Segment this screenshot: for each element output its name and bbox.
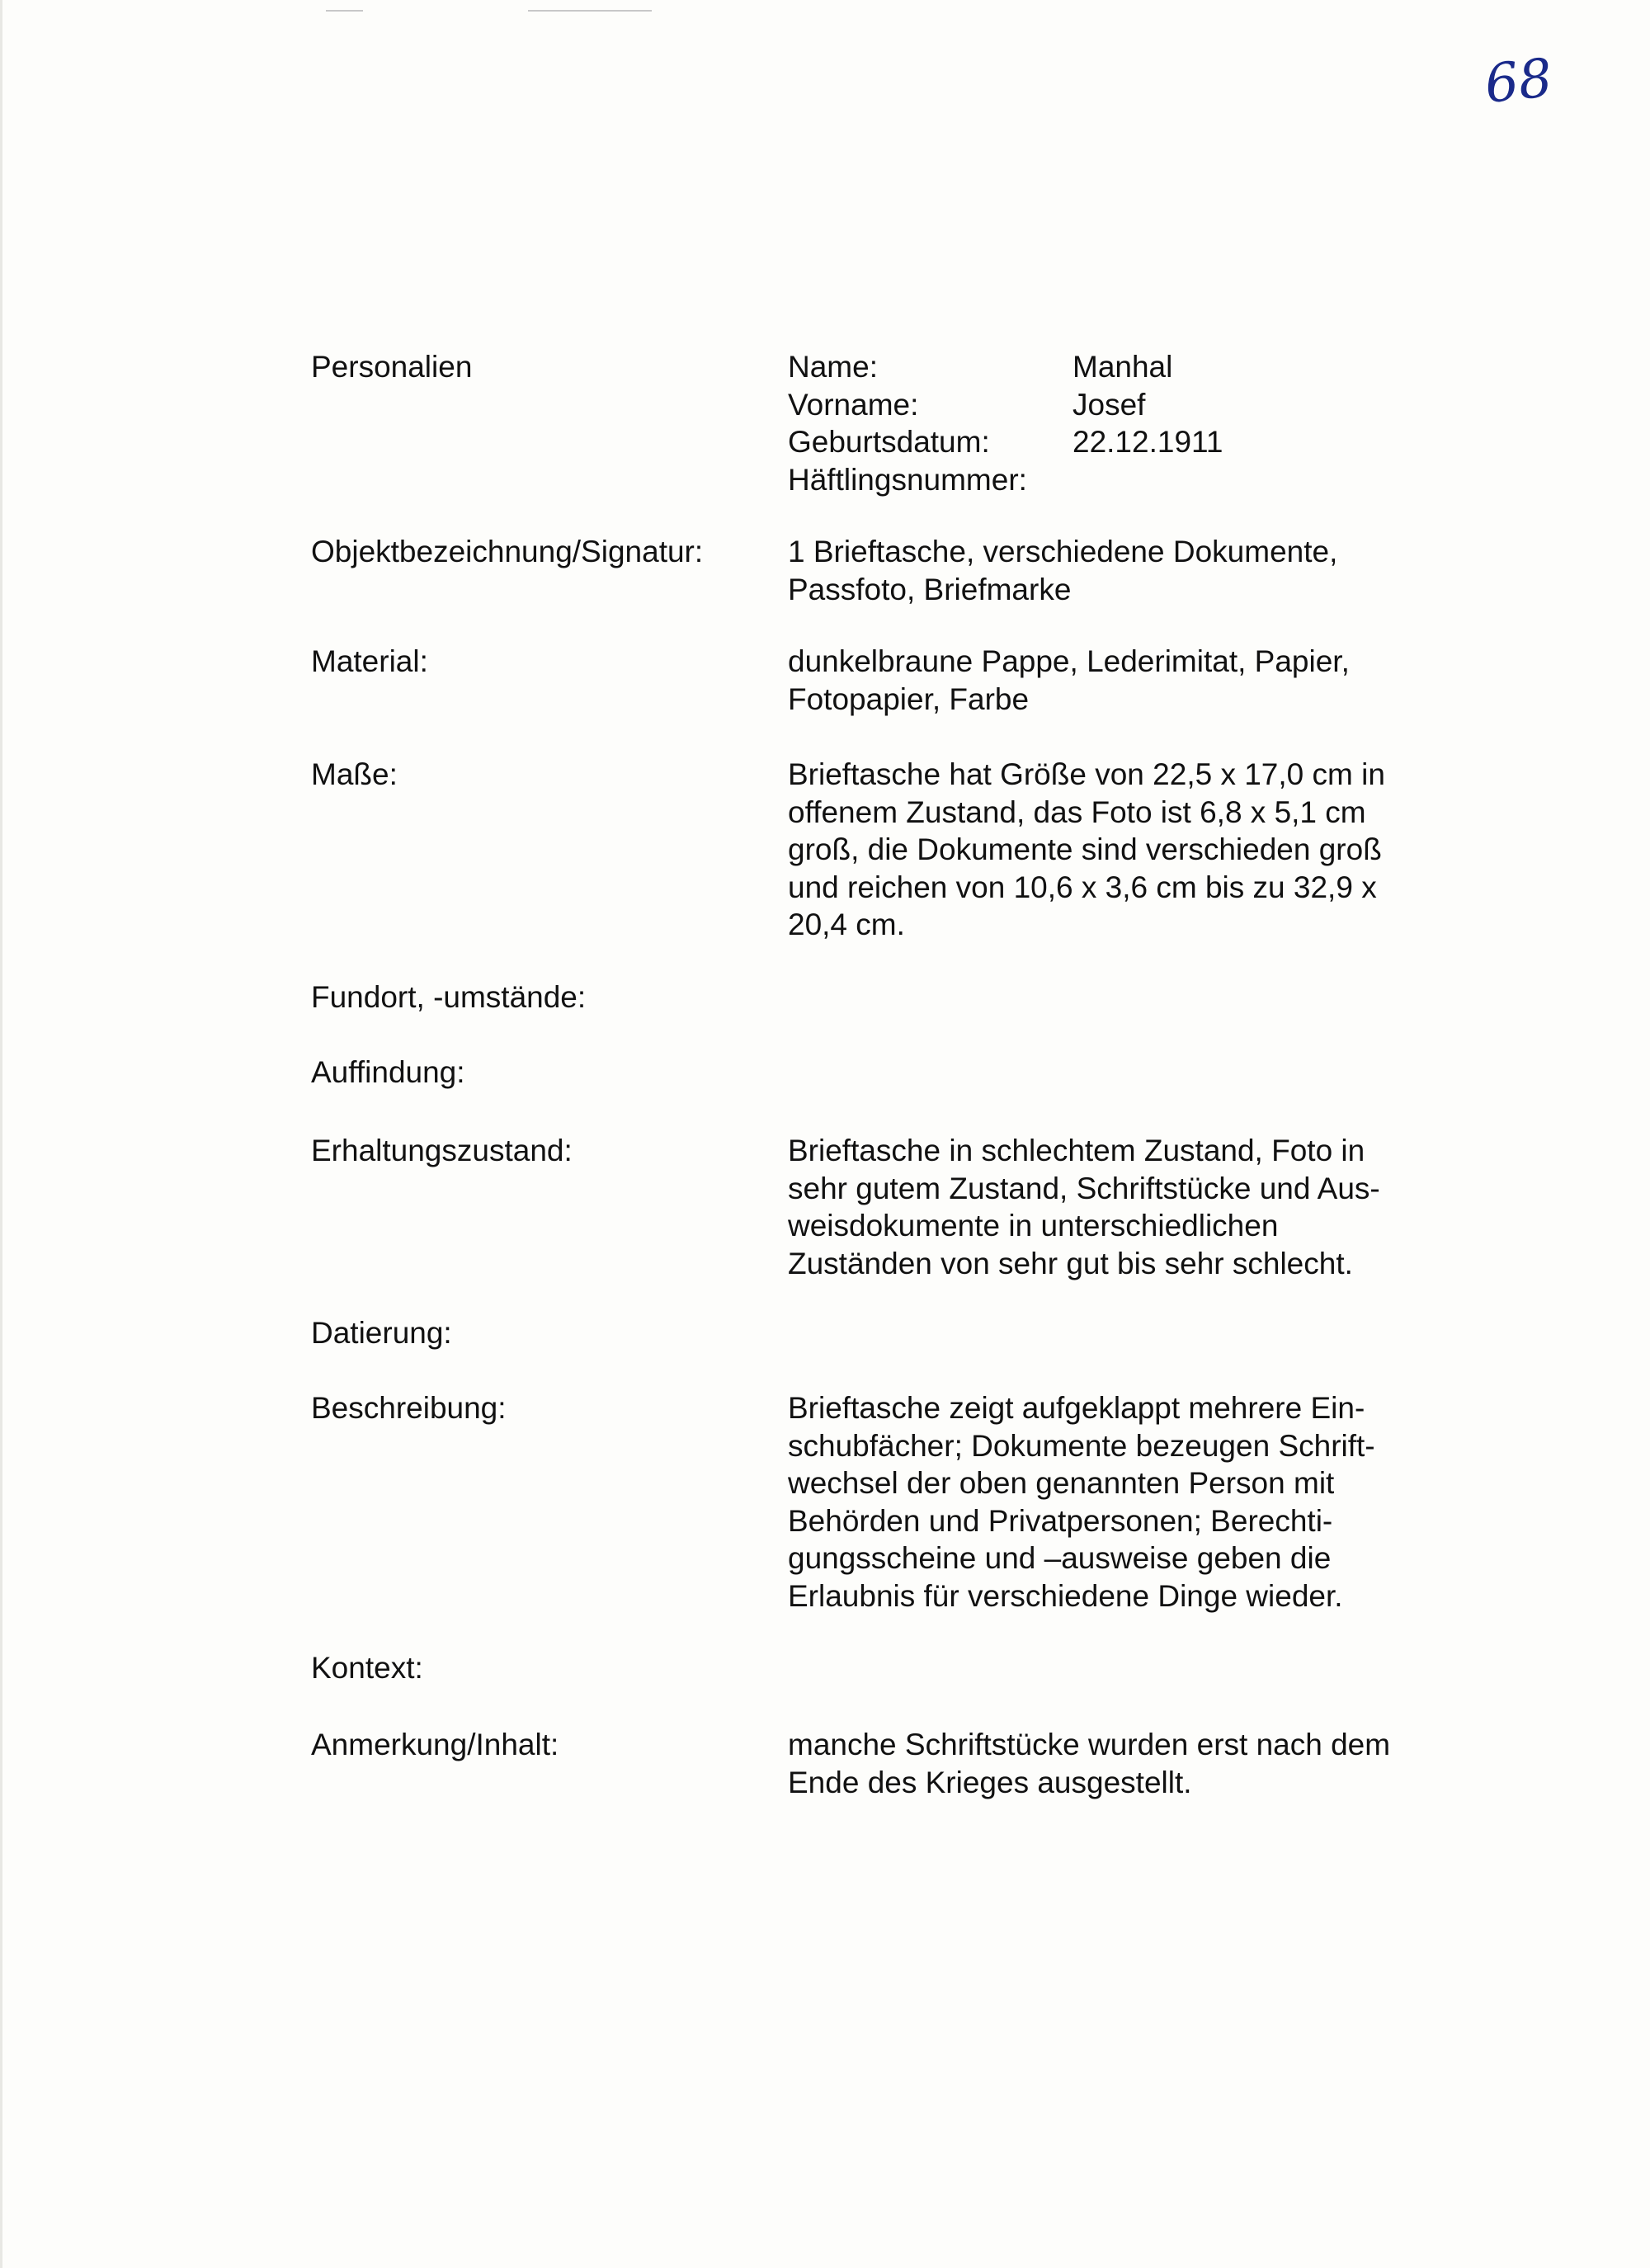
field-label: Auffindung: [311,1055,465,1089]
field-value [788,1389,1375,1615]
handwritten-page-number: 68 [1482,47,1556,116]
value-line: weisdokumente in unterschiedlichen [788,1209,1279,1242]
field-haeftlingsnummer: Häftlingsnummer: [788,462,1027,497]
field-value [788,756,1385,944]
field-value [788,533,1337,608]
value-line: Zuständen von sehr gut bis sehr schlecht. [788,1246,1353,1280]
field-label: Datierung: [311,1316,452,1350]
value-line: dunkelbraune Pappe, Lederimitat, Papier, [788,644,1350,678]
field-name: Name: Manhal [788,350,1173,384]
value-line: und reichen von 10,6 x 3,6 cm bis zu 32,9 x [788,870,1377,904]
value-line: groß, die Dokumente sind verschieden groß [788,832,1382,866]
value-line: offenem Zustand, das Foto ist 6,8 x 5,1 cm [788,795,1366,829]
value-line: manche Schriftstücke wurden erst nach dem [788,1728,1391,1761]
field-label: Beschreibung: [311,1391,507,1425]
field-label: Maße: [311,757,398,791]
value-line: gungsscheine und –ausweise geben die [788,1541,1332,1575]
field-label: Objektbezeichnung/Signatur: [311,535,704,568]
field-label: Kontext: [311,1651,423,1685]
value-line: Behörden und Privatpersonen; Berechti- [788,1503,1333,1538]
value-line: Erlaubnis für verschiedene Dinge wieder. [788,1578,1343,1613]
field-geburtsdatum: Geburtsdatum: 22.12.1911 [788,425,1223,459]
field-value [788,643,1350,718]
field-label: Personalien [311,350,473,384]
value-line: Passfoto, Briefmarke [788,572,1072,606]
value-line: wechsel der oben genannten Person mit [788,1466,1335,1500]
field-label: Fundort, -umstände: [311,980,587,1014]
field-label: Material: [311,644,428,678]
value-line: sehr gutem Zustand, Schriftstücke und Aus- [788,1171,1380,1205]
personalien-fields [788,348,1223,498]
field-label: Erhaltungszustand: [311,1134,573,1167]
value-line: 20,4 cm. [788,908,905,941]
value-line: Ende des Krieges ausgestellt. [788,1765,1192,1799]
scan-edge [0,0,2,2268]
value-line: Brieftasche in schlechtem Zustand, Foto in [788,1134,1365,1167]
scan-artifact [528,10,652,12]
value-line: schubfächer; Dokumente bezeugen Schrift- [788,1428,1375,1463]
scan-artifact [326,10,363,12]
field-value [788,1132,1380,1282]
value-line: Fotopapier, Farbe [788,681,1030,716]
field-vorname: Vorname: Josef [788,387,1146,422]
value-line: Brieftasche hat Größe von 22,5 x 17,0 cm in [788,757,1385,791]
value-line: Brieftasche zeigt aufgeklappt mehrere Ein- [788,1391,1365,1425]
field-value [788,1726,1390,1801]
field-label: Anmerkung/Inhalt: [311,1728,559,1761]
value-line: 1 Brieftasche, verschiedene Dokumente, [788,535,1338,568]
